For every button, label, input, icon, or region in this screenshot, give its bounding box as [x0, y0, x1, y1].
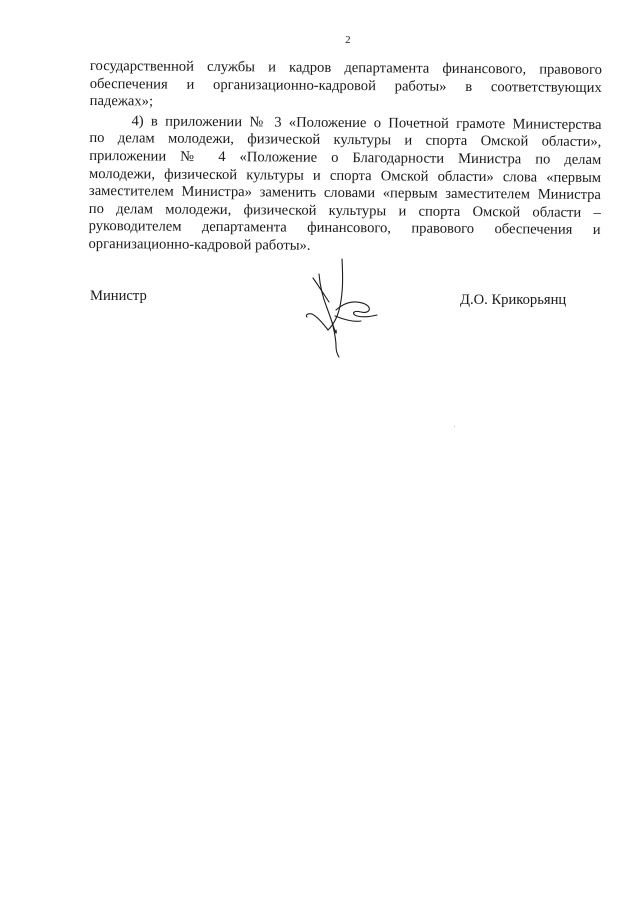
handwritten-signature	[285, 258, 385, 358]
text-line: 4) в приложении № 3 «Положение о Почетной грамоте Министерства	[131, 113, 602, 133]
signatory-position: Министр	[90, 288, 147, 304]
text-line: по делам молодежи, физической культуры и спорта Омской области –	[88, 200, 601, 221]
signature-block	[90, 288, 610, 368]
paragraph-continuation	[90, 58, 602, 115]
paragraph-item-4	[88, 113, 601, 258]
text-line: обеспечения и организационно-кадровой работы» в соответствующих	[89, 75, 602, 96]
text-line: организационно-кадровой работы».	[88, 235, 311, 254]
text-line: заместителем Министра» заменить словами «первым заместителем Министра	[88, 183, 602, 204]
text-line: руководителем департамента финансового, правового обеспечения и	[88, 218, 601, 239]
page-number: 2	[345, 34, 351, 46]
text-line: приложении № 4 «Положение о Благодарности Министра по делам	[89, 147, 602, 168]
text-line: молодежи, физической культуры и спорта Омской области» слова «первым	[89, 165, 602, 186]
text-line: по делам молодежи, физической культуры и спорта Омской области»,	[89, 130, 602, 151]
document-body	[88, 58, 602, 258]
text-line: государственной службы и кадров департамента финансового, правового	[89, 58, 602, 79]
scan-speck	[454, 426, 455, 427]
text-line: падежах»;	[89, 93, 154, 110]
signatory-name: Д.О. Крикорьянц	[460, 292, 567, 308]
